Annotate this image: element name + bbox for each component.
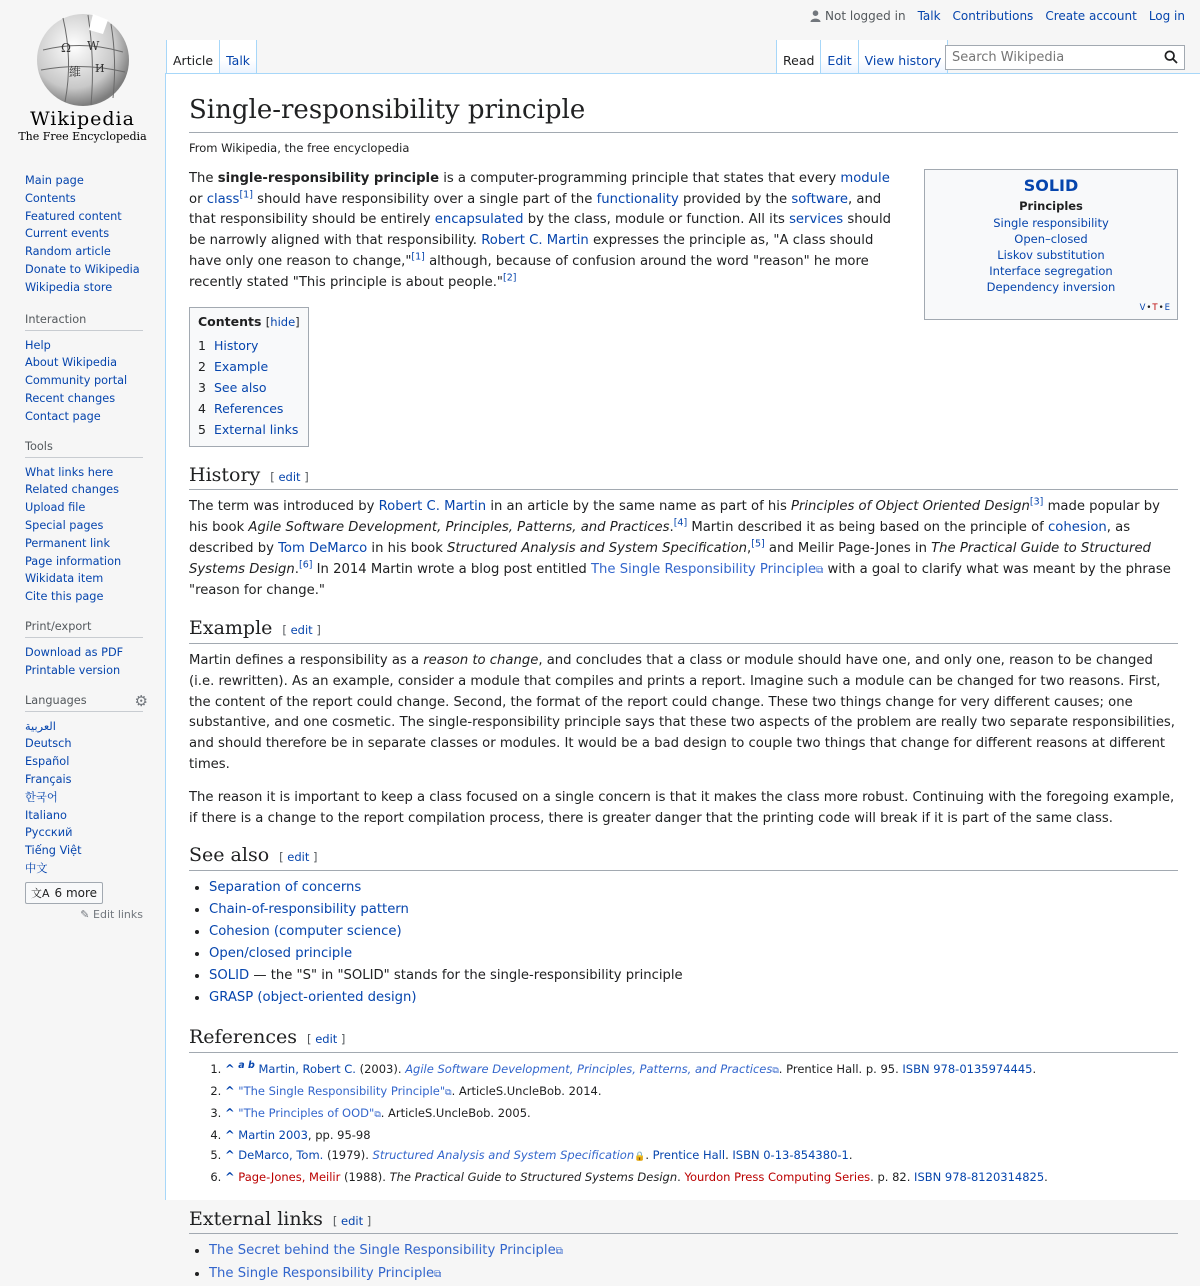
example-edit-link[interactable]: edit xyxy=(290,623,313,638)
lang-spanish[interactable]: Español xyxy=(25,755,70,769)
history-heading: History [ edit ] xyxy=(189,463,1178,491)
article-content xyxy=(165,73,1200,1282)
link-class[interactable]: class xyxy=(206,191,240,207)
logo-tagline: The Free Encyclopedia xyxy=(18,130,147,143)
list-item xyxy=(209,1263,1178,1286)
svg-text:維: 維 xyxy=(69,65,82,79)
see-also-separation-of-concerns[interactable]: Separation of concerns xyxy=(209,880,362,895)
nav-help[interactable]: Help xyxy=(25,338,51,352)
namespace-tabs xyxy=(166,40,257,74)
solid-navbox xyxy=(924,169,1178,320)
search-input[interactable] xyxy=(946,50,1168,65)
log-in-link[interactable]: Log in xyxy=(1148,9,1185,23)
ref-1b[interactable]: [1] xyxy=(411,251,425,263)
print-portal xyxy=(25,620,143,680)
nav-contents[interactable]: Contents xyxy=(25,191,76,205)
view-tabs xyxy=(776,40,948,74)
search-box xyxy=(945,45,1185,70)
tab-read[interactable]: Read xyxy=(776,40,821,74)
references-heading: References [ edit ] xyxy=(189,1025,1178,1053)
page-title: Single-responsibility principle xyxy=(189,94,1178,133)
navbox-title[interactable]: SOLID xyxy=(1023,175,1079,195)
nav-store[interactable]: Wikipedia store xyxy=(25,280,113,294)
tool-page-information[interactable]: Page information xyxy=(25,554,122,568)
user-icon xyxy=(810,10,821,22)
see-also-solid[interactable]: SOLID xyxy=(209,968,250,983)
sidebar xyxy=(0,170,165,921)
external-link-icon: ⧉ xyxy=(374,1109,381,1120)
external-link-icon: ⧉ xyxy=(445,1087,452,1098)
reference-item: 4. ^ Martin 2003, pp. 95-98 xyxy=(225,1125,1178,1145)
more-languages-label: 6 more xyxy=(54,885,98,900)
tools-heading: Tools xyxy=(25,440,143,458)
navbox-item-single-responsibility[interactable]: Single responsibility xyxy=(993,215,1109,230)
edit-links-label: Edit links xyxy=(93,907,143,921)
history-paragraph: The term was introduced by Robert C. Martin in an article by the same name as part of his Principles of Object Oriented Design[3] made popular by his book Agile Software Development, Principles, Patterns, and Practices.[4] Martin described it as being based on the principle of cohesion, as described by Tom DeMarco in his book Structured Analysis and System Specification,[5] and Meilir Page-Jones in The Practical Guide to Structured Systems Design.[6] In 2014 Martin wrote a blog post entitled The Single Responsibility Principle⧉ with a goal to clarify what was meant by the phrase "reason for change." xyxy=(189,496,1171,599)
external-links-list xyxy=(189,1240,1178,1286)
vte-edit[interactable]: E xyxy=(1164,302,1171,313)
lock-icon: 🔒 xyxy=(634,1151,646,1162)
external-link-icon: ⧉ xyxy=(434,1269,442,1281)
lang-russian[interactable]: Русский xyxy=(25,826,73,840)
example-paragraph-1: Martin defines a responsibility as a reason to change, and concludes that a class or module should have one, and only one, reason to be changed (i.e. rewritten). As an example, consider a module that compiles and prints a report. Imagine such a module can be changed for two reasons. First, the content of the report could change. Second, the format of the report could change. These two things change for very different causes; one substantive, and one cosmetic. The single-responsibility principle says that these two aspects of the problem are really two separate responsibilities, and should therefore be in separate classes or modules. It would be a bad design to couple two things that change for different reasons at different times. xyxy=(189,652,1175,772)
history-edit-link[interactable]: edit xyxy=(278,469,301,484)
link-tom-demarco[interactable]: Tom DeMarco xyxy=(278,540,368,556)
personal-tools xyxy=(810,9,1185,23)
nav-current-events[interactable]: Current events xyxy=(25,227,110,241)
tool-special-pages[interactable]: Special pages xyxy=(25,518,104,532)
tab-edit[interactable]: Edit xyxy=(821,40,858,74)
reference-item: 2. ^ "The Single Responsibility Principle"⧉. ArticleS.UncleBob. 2014. xyxy=(225,1081,1178,1103)
svg-text:Ω: Ω xyxy=(61,41,71,55)
site-subtitle: From Wikipedia, the free encyclopedia xyxy=(189,140,410,155)
tool-related-changes[interactable]: Related changes xyxy=(25,483,119,497)
contributions-link[interactable]: Contributions xyxy=(952,9,1034,23)
user-status xyxy=(810,9,906,23)
vte-links: V•T•E xyxy=(1139,302,1171,313)
languages-portal xyxy=(25,691,148,921)
lang-french[interactable]: Français xyxy=(25,772,72,786)
see-also-edit-link[interactable]: edit xyxy=(287,850,310,865)
navbox-item-liskov[interactable]: Liskov substitution xyxy=(997,247,1105,262)
lang-italian[interactable]: Italiano xyxy=(25,808,67,822)
reference-item: 1. ^ $^{a b}$ Martin, Robert C. (2003). Agile Software Development, Principles, Patterns, and Practices⧉. Prentice Hall. p. 95. ISBN 978-0135974445. xyxy=(225,1059,1178,1081)
tab-article[interactable]: Article xyxy=(166,40,220,74)
nav-donate[interactable]: Donate to Wikipedia xyxy=(25,262,140,276)
references-edit-link[interactable]: edit xyxy=(315,1032,338,1046)
see-also-cohesion[interactable]: Cohesion (computer science) xyxy=(209,924,402,939)
reference-item: 5. ^ DeMarco, Tom. (1979). Structured Analysis and System Specification🔒. Prentice Hall. ISBN 0-13-854380-1. xyxy=(225,1145,1178,1167)
see-also-list xyxy=(189,877,1178,1009)
toc-item[interactable]: 4 References xyxy=(198,400,284,416)
ref-6[interactable]: [6] xyxy=(298,559,313,571)
tool-upload-file[interactable]: Upload file xyxy=(25,501,86,515)
not-logged-in-label: Not logged in xyxy=(825,9,906,23)
tools-portal xyxy=(25,440,143,606)
translate-icon: 文A xyxy=(31,886,50,900)
ref-3[interactable]: [3] xyxy=(1029,496,1044,508)
external-links-heading: External links [ edit ] xyxy=(189,1207,1178,1235)
nav-community-portal[interactable]: Community portal xyxy=(25,374,128,388)
tab-view-history[interactable]: View history xyxy=(859,40,949,74)
lang-german[interactable]: Deutsch xyxy=(25,737,72,751)
tab-talk[interactable]: Talk xyxy=(220,40,257,74)
vte-view[interactable]: V xyxy=(1139,302,1147,313)
edit-links[interactable] xyxy=(25,908,143,921)
reference-item: 6. ^ Page-Jones, Meilir (1988). The Practical Guide to Structured Systems Design. Yourdon Press Computing Series. p. 82. ISBN 978-8120314825. xyxy=(225,1167,1178,1187)
navbox-item-interface-segregation[interactable]: Interface segregation xyxy=(989,263,1113,278)
see-also-open-closed[interactable]: Open/closed principle xyxy=(209,946,353,961)
print-printable-version[interactable]: Printable version xyxy=(25,663,121,677)
tool-permanent-link[interactable]: Permanent link xyxy=(25,536,111,550)
list-item xyxy=(209,899,1178,921)
lang-arabic[interactable]: العربية xyxy=(25,719,56,733)
see-also-heading: See also [ edit ] xyxy=(189,843,1178,871)
intro-paragraph: The single-responsibility principle is a computer-programming principle that states that every module or class[1] should have responsibility over a single part of the functionality provided by the software, and that responsibility should be entirely encapsulated by the class, module or function. All its services should be narrowly aligned with that responsibility. Robert C. Martin expresses the principle as, "A class should have only one reason to change,"[1] although, because of confusion around the word "reason" he more recently stated "This principle is about people."[2] xyxy=(189,170,892,290)
ref-2[interactable]: [2] xyxy=(502,272,517,284)
interaction-portal xyxy=(25,313,143,426)
list-item xyxy=(209,877,1178,899)
example-heading: Example [ edit ] xyxy=(189,616,1178,644)
ref-1[interactable]: [1] xyxy=(239,189,253,201)
link-encapsulated[interactable]: encapsulated xyxy=(434,212,524,228)
link-robert-martin[interactable]: Robert C. Martin xyxy=(481,233,589,249)
list-item xyxy=(209,1240,1178,1263)
toc-hide-toggle[interactable]: hide xyxy=(270,314,296,329)
svg-text:И: И xyxy=(95,62,105,75)
external-links-edit-link[interactable]: edit xyxy=(341,1213,364,1228)
list-item xyxy=(209,987,1178,1009)
see-also-chain-of-responsibility[interactable]: Chain-of-responsibility pattern xyxy=(209,902,409,917)
lang-vietnamese[interactable]: Tiếng Việt xyxy=(25,844,82,858)
external-link-icon: ⧉ xyxy=(772,1065,779,1076)
navigation-portal xyxy=(25,172,143,297)
lang-korean[interactable]: 한국어 xyxy=(25,790,58,804)
more-languages-button[interactable] xyxy=(25,882,103,904)
navbox-item-dependency-inversion[interactable]: Dependency inversion xyxy=(986,279,1116,294)
link-module[interactable]: module xyxy=(840,170,890,186)
table-of-contents xyxy=(189,307,309,447)
print-heading: Print/export xyxy=(25,620,143,638)
list-item xyxy=(209,921,1178,943)
nav-main-page[interactable]: Main page xyxy=(25,174,84,187)
ref-4[interactable]: [4] xyxy=(673,517,688,529)
pencil-icon: ✎ xyxy=(80,907,90,921)
nav-featured-content[interactable]: Featured content xyxy=(25,209,122,223)
see-also-grasp[interactable]: GRASP (object-oriented design) xyxy=(209,990,417,1005)
tool-cite-page[interactable]: Cite this page xyxy=(25,590,104,604)
references-list xyxy=(189,1059,1178,1187)
nav-about[interactable]: About Wikipedia xyxy=(25,356,118,370)
puzzle-globe-icon xyxy=(33,10,133,110)
vte-talk[interactable]: T xyxy=(1152,302,1159,313)
navbox-subtitle: Principles xyxy=(1019,198,1083,213)
link-robert-martin-2[interactable]: Robert C. Martin xyxy=(378,499,487,515)
search-icon[interactable] xyxy=(1164,50,1178,64)
wikipedia-logo[interactable] xyxy=(0,0,165,160)
print-download-pdf[interactable]: Download as PDF xyxy=(25,645,124,659)
link-cohesion[interactable]: cohesion xyxy=(1048,520,1107,536)
external-link-icon: ⧉ xyxy=(816,564,824,576)
nav-random-article[interactable]: Random article xyxy=(25,245,111,259)
logo-wordmark: Wikipedia xyxy=(30,108,135,130)
tool-wikidata-item[interactable]: Wikidata item xyxy=(25,572,104,586)
link-blog-post[interactable]: The Single Responsibility Principle xyxy=(591,561,817,577)
ref-5[interactable]: [5] xyxy=(751,538,765,550)
list-item: • SOLID — the "S" in "SOLID" stands for the single-responsibility principle xyxy=(209,965,1178,987)
nav-recent-changes[interactable]: Recent changes xyxy=(25,391,116,405)
external-link-secret[interactable]: The Secret behind the Single Responsibility Principle xyxy=(209,1243,556,1259)
link-software[interactable]: software xyxy=(791,191,848,207)
lang-chinese[interactable]: 中文 xyxy=(25,861,48,875)
toc-title: Contents [hide] xyxy=(198,313,300,329)
toc-item[interactable]: 5 External links xyxy=(198,421,299,437)
navbox-item-open-closed[interactable]: Open–closed xyxy=(1014,231,1088,246)
interaction-heading: Interaction xyxy=(25,313,143,331)
languages-heading: Languages ⚙ xyxy=(25,691,148,710)
gear-icon[interactable]: ⚙ xyxy=(134,691,148,710)
example-paragraph-2: The reason it is important to keep a class focused on a single concern is that it makes the class more robust. Continuing with the foregoing example, if there is a change to the report compilation process, there is greater danger that the printing code will break if it is part of the same class. xyxy=(189,789,1175,826)
link-services[interactable]: services xyxy=(789,212,844,228)
external-link-srp[interactable]: The Single Responsibility Principle xyxy=(209,1266,435,1282)
external-link-icon: ⧉ xyxy=(555,1246,563,1258)
create-account-link[interactable]: Create account xyxy=(1045,9,1137,23)
talk-link[interactable]: Talk xyxy=(917,9,941,23)
toc-item[interactable]: 1 History xyxy=(198,337,259,353)
toc-item[interactable]: 2 Example xyxy=(198,358,269,374)
nav-contact[interactable]: Contact page xyxy=(25,409,101,423)
toc-item[interactable]: 3 See also xyxy=(198,379,267,395)
link-functionality[interactable]: functionality xyxy=(596,191,679,207)
svg-text:W: W xyxy=(87,39,100,53)
tool-what-links-here[interactable]: What links here xyxy=(25,465,114,479)
list-item xyxy=(209,943,1178,965)
reference-item: 3. ^ "The Principles of OOD"⧉. ArticleS.UncleBob. 2005. xyxy=(225,1103,1178,1125)
